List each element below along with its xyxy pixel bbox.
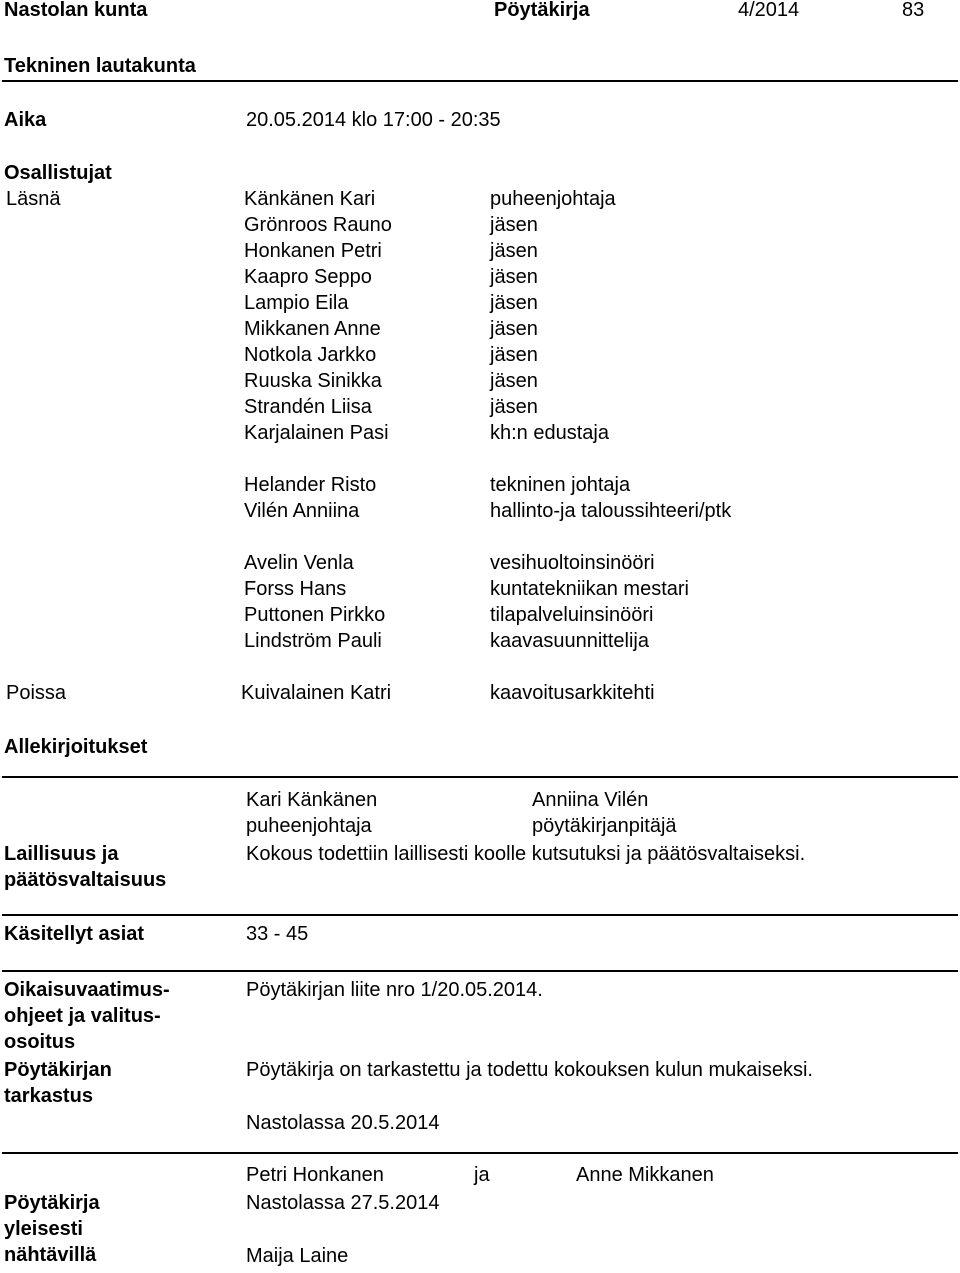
member-role: jäsen xyxy=(490,396,538,418)
member-name: Strandén Liisa xyxy=(244,396,372,418)
items-value: 33 - 45 xyxy=(246,923,309,945)
member-role: jäsen xyxy=(490,318,538,340)
reviewer-conjunction: ja xyxy=(474,1164,490,1186)
items-divider xyxy=(2,970,958,972)
review-label-line2: tarkastus xyxy=(4,1085,93,1107)
member-role: jäsen xyxy=(490,214,538,236)
document-type: Pöytäkirja xyxy=(494,0,590,21)
member-role: jäsen xyxy=(490,292,538,314)
member-role: jäsen xyxy=(490,344,538,366)
member-name: Grönroos Rauno xyxy=(244,214,392,236)
time-value: 20.05.2014 klo 17:00 - 20:35 xyxy=(246,109,501,131)
official-role: hallinto-ja taloussihteeri/ptk xyxy=(490,500,732,522)
public-place-date: Nastolassa 27.5.2014 xyxy=(246,1192,440,1214)
public-label-line2: yleisesti xyxy=(4,1218,83,1240)
legality-label-line2: päätösvaltaisuus xyxy=(4,869,167,891)
absent-name: Kuivalainen Katri xyxy=(241,682,392,704)
items-label: Käsitellyt asiat xyxy=(4,923,145,945)
member-name: Mikkanen Anne xyxy=(244,318,381,340)
time-label: Aika xyxy=(4,109,47,131)
signatures-divider xyxy=(2,776,958,778)
header-divider xyxy=(2,80,958,82)
official-name: Helander Risto xyxy=(244,474,377,496)
expert-name: Lindström Pauli xyxy=(244,630,382,652)
legality-label-line1: Laillisuus ja xyxy=(4,843,119,865)
member-role: puheenjohtaja xyxy=(490,188,616,210)
legality-divider xyxy=(2,914,958,916)
member-role: kh:n edustaja xyxy=(490,422,609,444)
expert-name: Forss Hans xyxy=(244,578,347,600)
member-name: Karjalainen Pasi xyxy=(244,422,389,444)
absent-role: kaavoitusarkkitehti xyxy=(490,682,655,704)
member-role: jäsen xyxy=(490,370,538,392)
reviewer-2-name: Anne Mikkanen xyxy=(576,1164,714,1186)
member-name: Honkanen Petri xyxy=(244,240,382,262)
public-label-line1: Pöytäkirja xyxy=(4,1192,100,1214)
public-label-line3: nähtävillä xyxy=(4,1244,97,1266)
appeal-text: Pöytäkirjan liite nro 1/20.05.2014. xyxy=(246,979,543,1001)
participants-heading: Osallistujat xyxy=(4,162,112,184)
secretary-role: pöytäkirjanpitäjä xyxy=(532,815,677,837)
page-number: 83 xyxy=(902,0,925,21)
member-name: Kaapro Seppo xyxy=(244,266,372,288)
expert-role: kaavasuunnittelija xyxy=(490,630,649,652)
signatures-heading: Allekirjoitukset xyxy=(4,736,148,758)
official-role: tekninen johtaja xyxy=(490,474,631,496)
public-signer-name: Maija Laine xyxy=(246,1245,349,1267)
appeal-label-line1: Oikaisuvaatimus- xyxy=(4,979,170,1001)
chair-role: puheenjohtaja xyxy=(246,815,372,837)
appeal-label-line3: osoitus xyxy=(4,1031,76,1053)
official-name: Vilén Anniina xyxy=(244,500,360,522)
document-number: 4/2014 xyxy=(738,0,800,21)
member-name: Notkola Jarkko xyxy=(244,344,377,366)
appeal-label-line2: ohjeet ja valitus- xyxy=(4,1005,161,1027)
member-name: Känkänen Kari xyxy=(244,188,376,210)
chair-name: Kari Känkänen xyxy=(246,789,378,811)
review-label-line1: Pöytäkirjan xyxy=(4,1059,112,1081)
member-name: Lampio Eila xyxy=(244,292,349,314)
absent-label: Poissa xyxy=(6,682,67,704)
expert-role: vesihuoltoinsinööri xyxy=(490,552,655,574)
committee-name: Tekninen lautakunta xyxy=(4,55,196,77)
reviewer-1-name: Petri Honkanen xyxy=(246,1164,384,1186)
expert-name: Puttonen Pirkko xyxy=(244,604,386,626)
municipality-name: Nastolan kunta xyxy=(4,0,148,21)
review-signature-divider xyxy=(2,1152,958,1154)
member-role: jäsen xyxy=(490,240,538,262)
expert-name: Avelin Venla xyxy=(244,552,354,574)
review-text: Pöytäkirja on tarkastettu ja todettu kokouksen kulun mukaiseksi. xyxy=(246,1059,813,1081)
legality-text: Kokous todettiin laillisesti koolle kutsutuksi ja päätösvaltaiseksi. xyxy=(246,843,806,865)
secretary-name: Anniina Vilén xyxy=(532,789,649,811)
member-role: jäsen xyxy=(490,266,538,288)
review-place-date: Nastolassa 20.5.2014 xyxy=(246,1112,440,1134)
expert-role: tilapalveluinsinööri xyxy=(490,604,654,626)
present-label: Läsnä xyxy=(6,188,61,210)
member-name: Ruuska Sinikka xyxy=(244,370,382,392)
expert-role: kuntatekniikan mestari xyxy=(490,578,689,600)
